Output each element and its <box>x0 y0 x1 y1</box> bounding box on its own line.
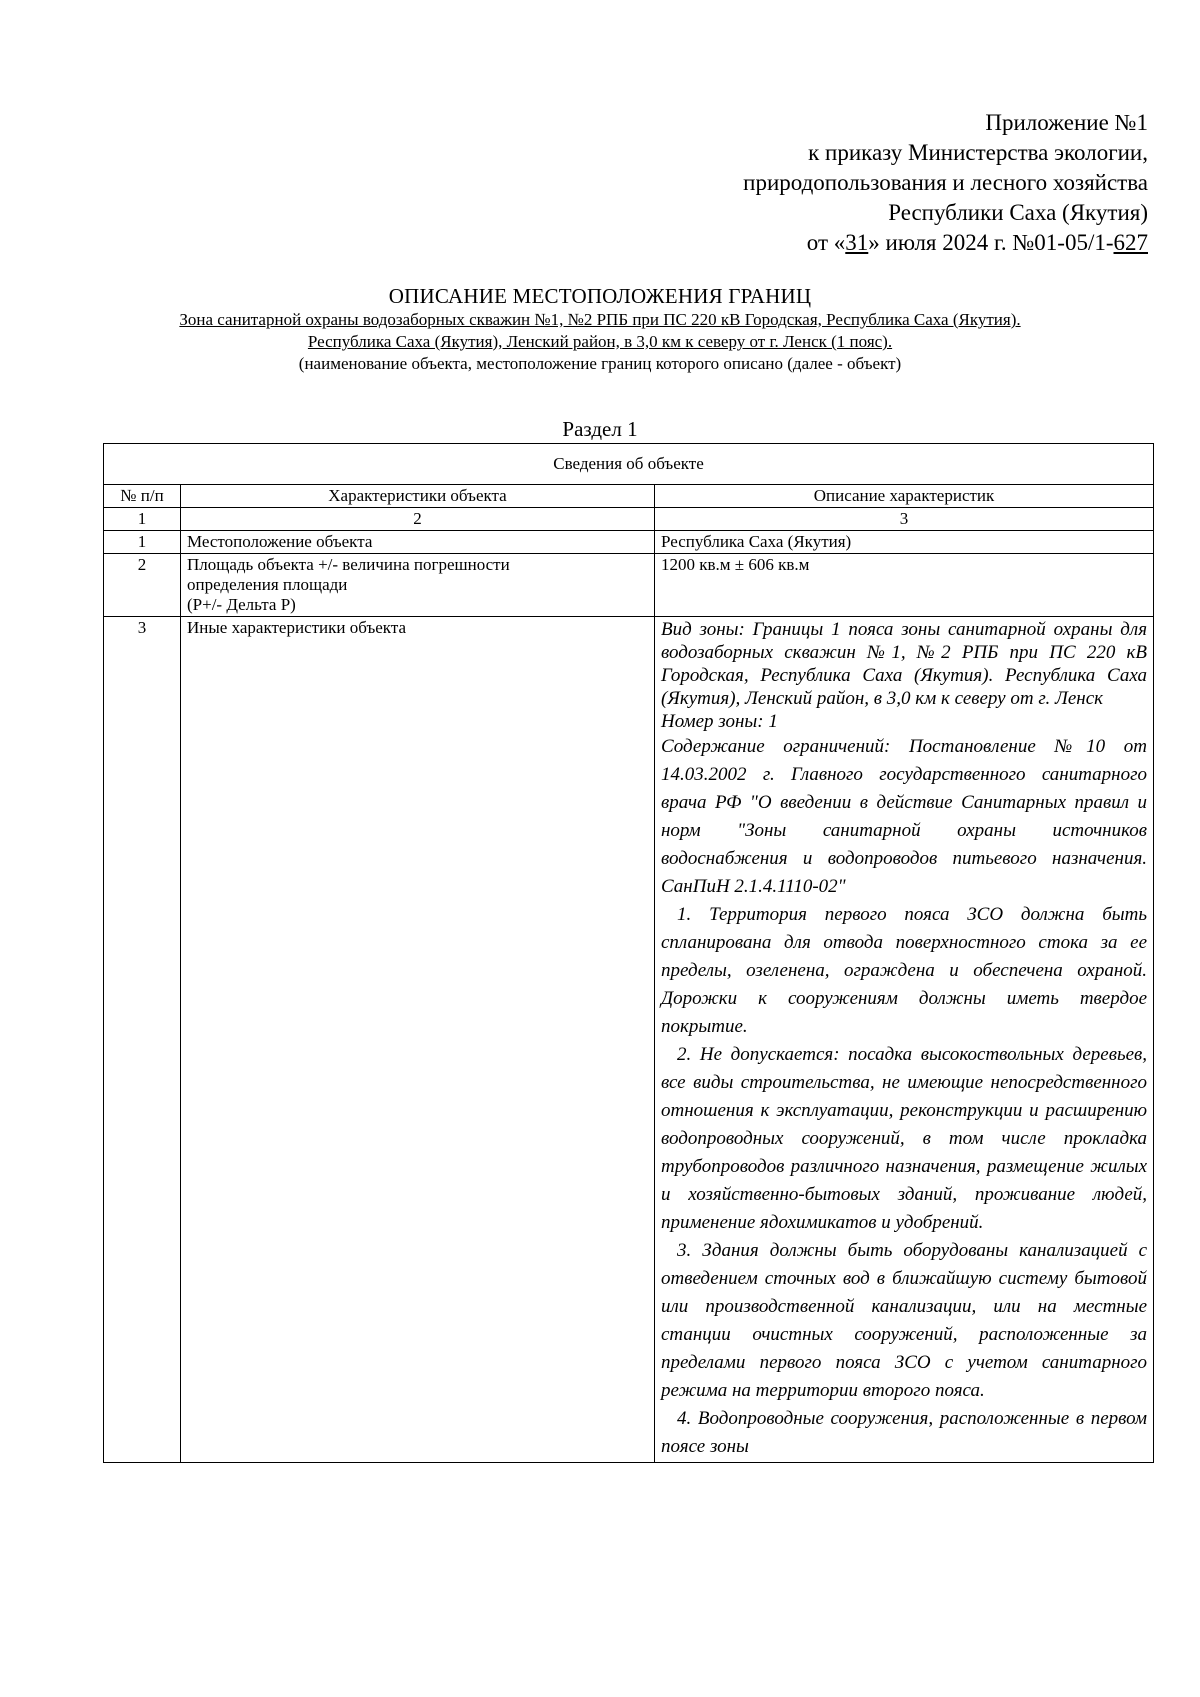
appendix-line-4: Республики Саха (Якутия) <box>888 200 1148 225</box>
order-middle: » июля 2024 г. №01-05/1- <box>868 230 1114 255</box>
section-label: Раздел 1 <box>562 417 638 441</box>
header-description: Описание характеристик <box>655 485 1154 508</box>
row-characteristic <box>181 554 655 617</box>
restriction-item-4: 4. Водопроводные сооружения, расположенные в первом поясе зоны <box>661 1408 1148 1457</box>
table-row <box>104 554 1154 617</box>
restriction-item-1: 1. Территория первого пояса ЗСО должна быть спланирована для отвода поверхностного стока за ее пределы, озеленена, ограждена и обеспечена охраной. Дорожки к сооружениям должны иметь твердое покрытие. <box>661 904 1148 1037</box>
characteristic-line-1: Площадь объекта +/- величина погрешности <box>187 555 510 574</box>
row-description: 1200 кв.м ± 606 кв.м <box>655 554 1154 617</box>
col-number-1: 1 <box>104 508 181 531</box>
object-info-table <box>103 443 1154 1463</box>
row-description-details <box>655 617 1154 1463</box>
appendix-line-2: к приказу Министерства экологии, <box>808 140 1148 165</box>
object-name-note: (наименование объекта, местоположение границ которого описано (далее - объект) <box>298 354 902 373</box>
col-number-3: 3 <box>655 508 1154 531</box>
row-num: 2 <box>104 554 181 617</box>
restrictions: Содержание ограничений: Постановление №10 от 14.03.2002 г. Главного государственного санитарного врача РФ "О введении в действие Санитарных правил и норм "Зоны санитарной охраны источников водоснабжения и водопроводов питьевого назначения. СанПиН 2.1.4.1110-02" <box>661 736 1148 897</box>
row-characteristic: Местоположение объекта <box>181 531 655 554</box>
column-number-row <box>104 508 1154 531</box>
appendix-line-1: Приложение №1 <box>985 110 1148 135</box>
table-header-row <box>104 485 1154 508</box>
zone-type: Вид зоны: Границы 1 пояса зоны санитарной охраны для водозаборных скважин №1, №2 РПБ при ПС 220 кВ Городская, Республика Саха (Якутия). Республика Саха (Якутия), Ленский район, в 3,0 км к северу от г. Ленск <box>661 619 1148 709</box>
table-row <box>104 531 1154 554</box>
row-num: 1 <box>104 531 181 554</box>
table-row <box>104 617 1154 1463</box>
characteristic-line-2: определения площади <box>187 575 348 594</box>
row-characteristic: Иные характеристики объекта <box>181 617 655 1463</box>
appendix-header <box>743 108 1148 258</box>
order-prefix: от « <box>806 230 846 255</box>
characteristic-line-3: (P+/- Дельта P) <box>187 595 296 614</box>
object-name-line-2: Республика Саха (Якутия), Ленский район, в 3,0 км к северу от г. Ленск (1 пояс). <box>307 332 893 351</box>
object-name-line-1: Зона санитарной охраны водозаборных скважин №1, №2 РПБ при ПС 220 кВ Городская, Республика Саха (Якутия). <box>179 310 1021 329</box>
table-caption: Сведения об объекте <box>104 444 1154 485</box>
appendix-line-3: природопользования и лесного хозяйства <box>743 170 1148 195</box>
appendix-line-5 <box>743 228 1148 258</box>
restriction-item-3: 3. Здания должны быть оборудованы канализацией с отведением сточных вод в ближайшую систему бытовой или производственной канализации, или на местные станции очистных сооружений, расположенные за пределами первого пояса ЗСО с учетом санитарного режима на территории второго пояса. <box>661 1240 1148 1401</box>
order-number: 627 <box>1113 230 1148 255</box>
header-num: № п/п <box>104 485 181 508</box>
table-caption-row <box>104 444 1154 485</box>
title-block <box>100 283 1100 375</box>
zone-number: Номер зоны: 1 <box>661 711 778 732</box>
col-number-2: 2 <box>181 508 655 531</box>
order-day: 31 <box>845 230 869 255</box>
restriction-item-2: 2. Не допускается: посадка высокоствольных деревьев, все виды строительства, не имеющие непосредственного отношения к эксплуатации, реконструкции и расширению водопроводных сооружений, в том числе прокладка трубопроводов различного назначения, размещение жилых и хозяйственно-бытовых зданий, проживание людей, применение ядохимикатов и удобрений. <box>661 1044 1148 1233</box>
header-characteristics: Характеристики объекта <box>181 485 655 508</box>
document-title: ОПИСАНИЕ МЕСТОПОЛОЖЕНИЯ ГРАНИЦ <box>388 284 812 308</box>
row-num: 3 <box>104 617 181 1463</box>
row-description: Республика Саха (Якутия) <box>655 531 1154 554</box>
